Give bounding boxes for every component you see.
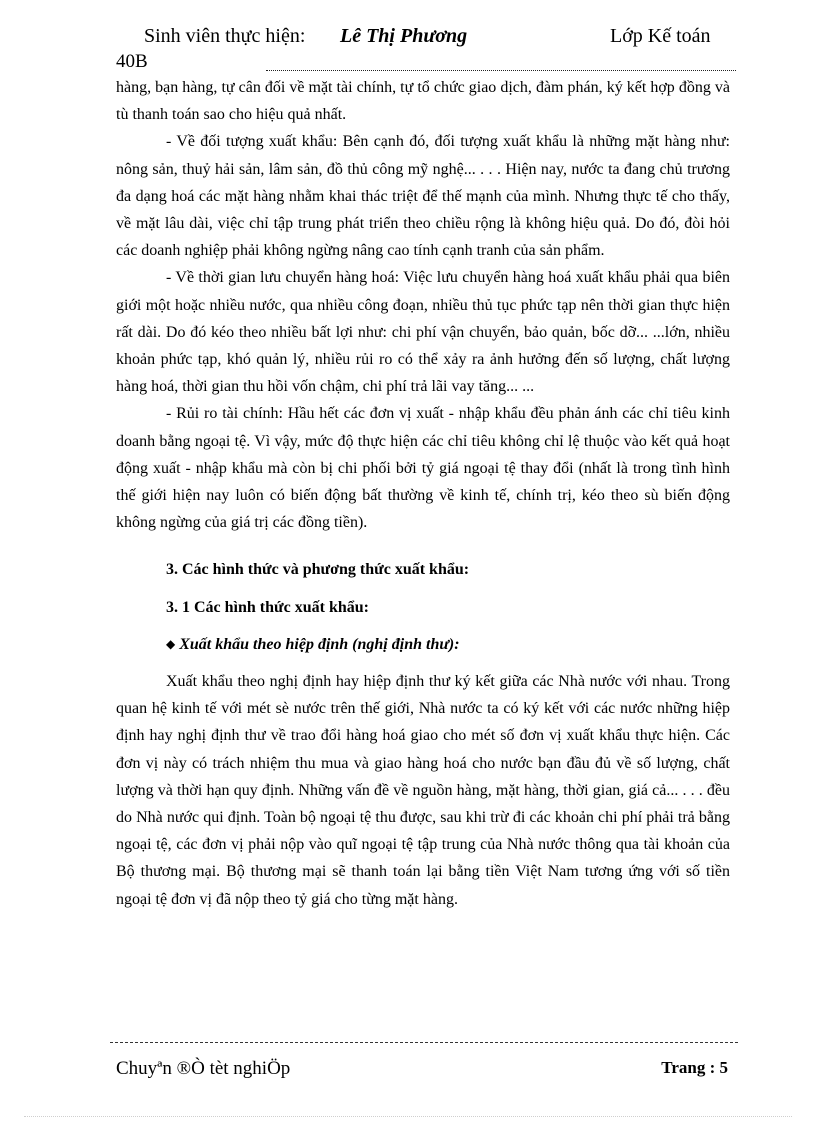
paragraph-financial-risk: - Rủi ro tài chính: Hầu hết các đơn vị xuất - nhập khẩu đều phản ánh các chỉ tiêu kinh doanh bằng ngoại tệ. Vì vậy, mức độ thực hiện các chỉ tiêu không chỉ lệ thuộc vào kết quả hoạt động xuất - nhập khẩu mà còn bị chi phối bởi tỷ giá ngoại tệ thay đổi (nhất là trong tình hình thế giới hiện nay luôn có biến động bất thường về kinh tế, chính trị, kéo theo sù biến động không ngừng của giá trị các đồng tiền). <box>116 405 730 532</box>
page-edge-line <box>24 1116 792 1117</box>
page-header <box>116 25 736 75</box>
paragraph-continuation: hàng, bạn hàng, tự cân đối về mặt tài chính, tự tổ chức giao dịch, đàm phán, ký kết hợp đồng và tù thanh toán sao cho hiệu quả nhất. <box>116 79 730 124</box>
document-body <box>116 74 730 913</box>
class-number: 40B <box>116 51 148 72</box>
subsection-heading: 3. 1 Các hình thức xuất khẩu: <box>166 598 369 616</box>
paragraph-export-goods: - Về đối tượng xuất khẩu: Bên cạnh đó, đối tượng xuất khẩu là những mặt hàng như: nông sản, thuỷ hải sản, lâm sản, đồ thủ công mỹ nghệ... . . . Hiện nay, nước ta đang chủ trương đa dạng hoá các mặt hàng nhằm khai thác triệt để thế mạnh của mình. Nhưng thực tế cho thấy, về mặt lâu dài, việc chỉ tập trung phát triển theo chiều rộng là không hiệu quả. Do đó, đòi hỏi các doanh nghiệp phải không ngừng nâng cao tính cạnh tranh của sản phẩm. <box>116 133 730 260</box>
paragraph-circulation-time: - Về thời gian lưu chuyển hàng hoá: Việc lưu chuyển hàng hoá xuất khẩu phải qua biên giới một hoặc nhiều nước, qua nhiều công đoạn, nhiều thủ tục phức tạp nên thời gian thực hiện rất dài. Do đó kéo theo nhiều bất lợi như: chi phí vận chuyển, bảo quản, bốc dỡ... ...lớn, nhiều khoản phức tạp, khó quản lý, nhiều rủi ro có thể xảy ra ảnh hưởng đến số lượng, chất lượng hàng hoá, thời gian thu hồi vốn chậm, chi phí trả lãi vay tăng... ... <box>116 269 730 396</box>
author-label: Sinh viên thực hiện: <box>144 25 306 47</box>
class-label: Lớp Kế toán <box>610 25 711 47</box>
bullet-heading <box>166 631 730 658</box>
paragraph-agreement-export: Xuất khẩu theo nghị định hay hiệp định thư ký kết giữa các Nhà nước với nhau. Trong quan hệ kinh tế với mét sè nước trên thế giới, Nhà nước ta có ký kết với các nước những hiệp định hay nghị định thư về trao đổi hàng hoá giao cho mét số đơn vị xuất khẩu thực hiện. Các đơn vị này có trách nhiệm thu mua và giao hàng hoá cho nước bạn đầu đủ về số lượng, chất lượng và thời hạn quy định. Những vấn đề về nguồn hàng, mặt hàng, thời gian, giá cả... . . . đều do Nhà nước qui định. Toàn bộ ngoại tệ thu được, sau khi trừ đi các khoản chi phí phải trả bằng ngoại tệ, các đơn vị phải nộp vào quĩ ngoại tệ tập trung của Nhà nước thông qua tài khoản của Bộ thương mại. Bộ thương mại sẽ thanh toán lại bằng tiền Việt Nam tương ứng với số tiền ngoại tệ đơn vị đã nộp theo tỷ giá cho từng mặt hàng. <box>116 673 730 908</box>
student-name: Lê Thị Phương <box>340 25 468 47</box>
footer-title: Chuyªn ®Ò tèt nghiÖp <box>116 1058 291 1079</box>
header-divider <box>266 70 736 71</box>
section-heading: 3. Các hình thức và phương thức xuất khẩu: <box>166 561 470 579</box>
footer-divider <box>110 1042 738 1043</box>
bullet-heading-text: Xuất khẩu theo hiệp định (nghị định thư): <box>179 635 460 653</box>
page-number: Trang : 5 <box>661 1058 728 1077</box>
diamond-bullet-icon: ◆ <box>166 636 176 651</box>
